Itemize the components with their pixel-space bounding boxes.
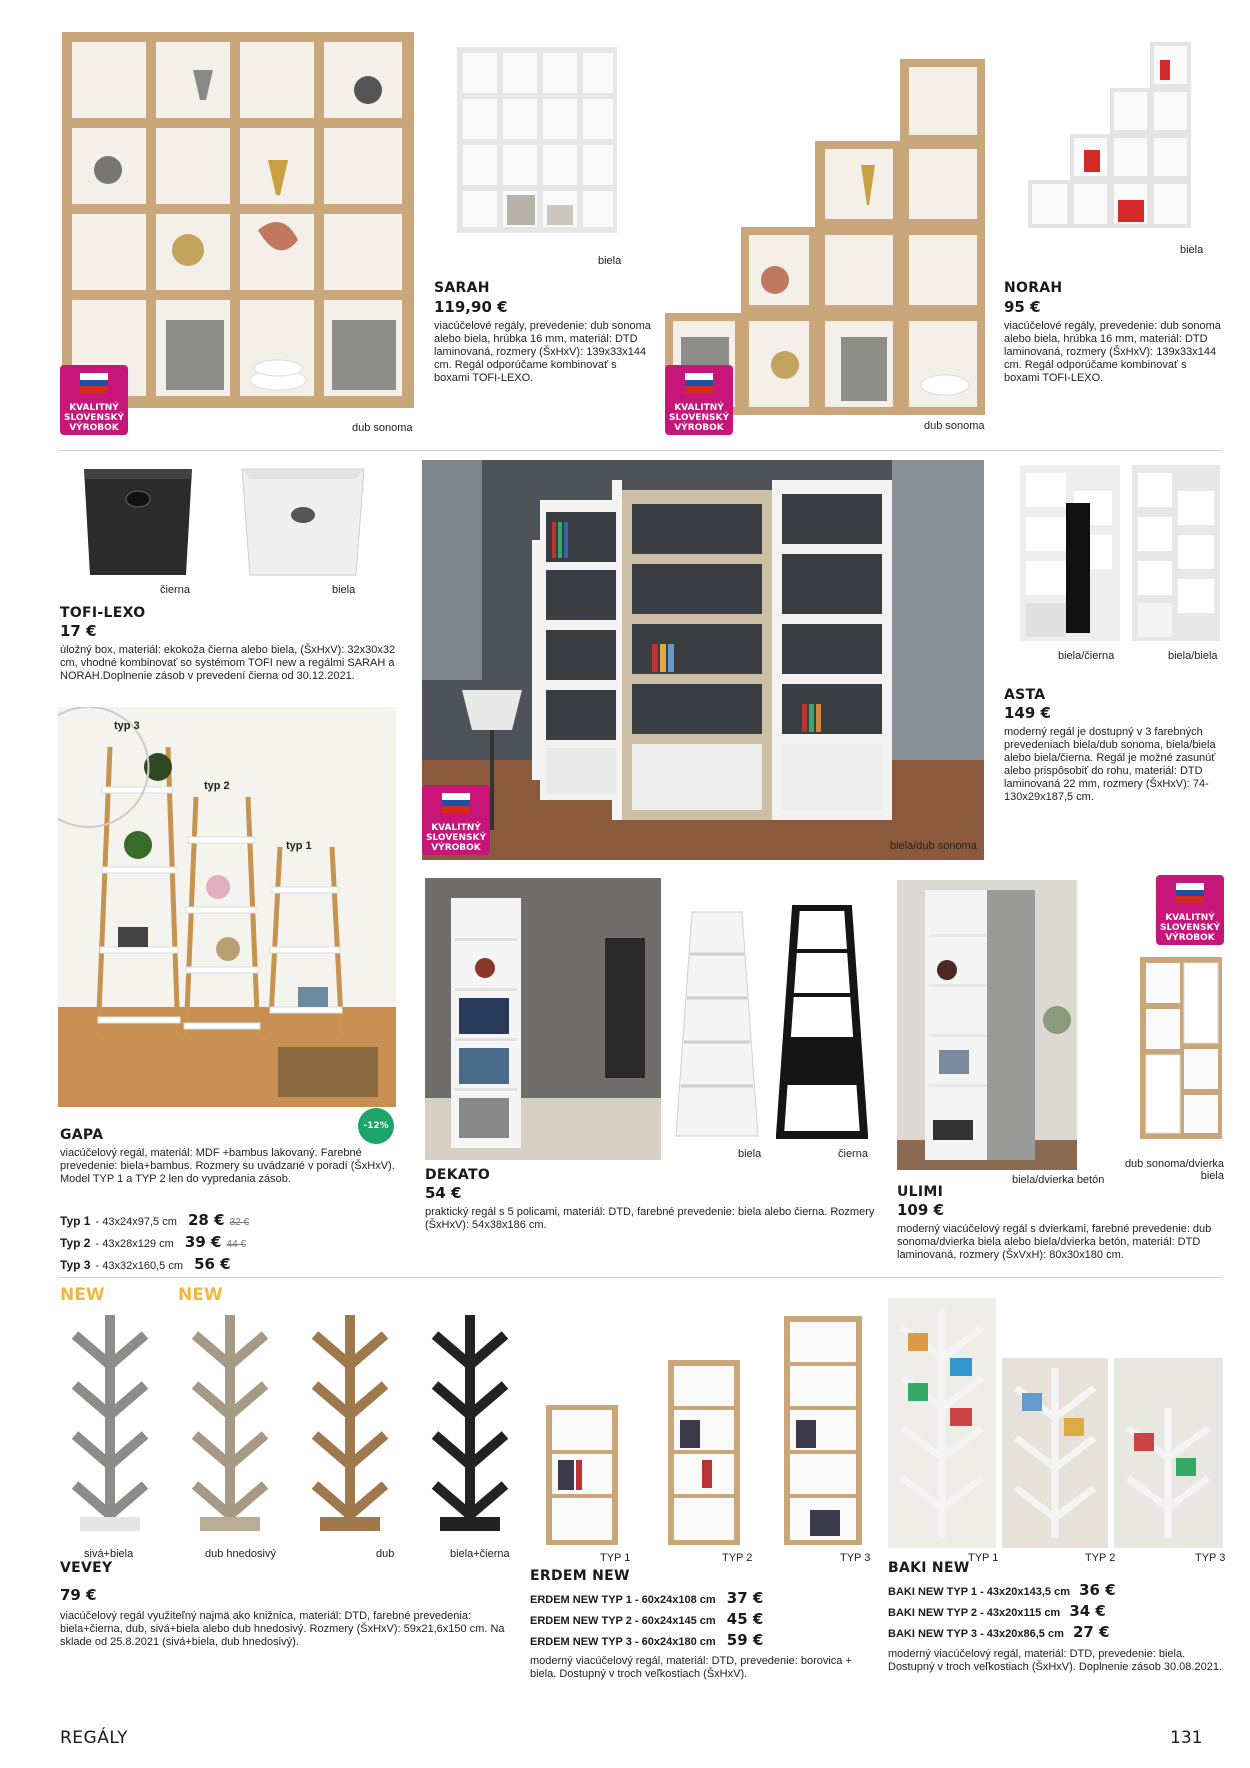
baki-type-price: 34 € — [1069, 1602, 1106, 1620]
norah-caption-oak: dub sonoma — [924, 420, 985, 432]
divider — [58, 450, 1222, 451]
tofi-description: úložný box, materiál: ekokoža čierna alebo biela, (ŠxHxV): 32x30x32 cm, vhodné kombinovať so systémom TOFI new a regálmi SARAH a NORAH.Doplnenie zásob v prevedení čierna od 30.12.2021. — [60, 644, 396, 682]
asta-name: ASTA — [1004, 687, 1046, 703]
badge-line3: VÝROBOK — [431, 843, 481, 853]
badge-line3: VÝROBOK — [674, 423, 724, 433]
baki-type-name: BAKI NEW TYP 1 - 43x20x143,5 cm — [888, 1586, 1070, 1598]
vevey-description: viacúčelový regál využiteľný najmä ako knižnica, materiál: DTD, farebné prevedenia: biela+čierna, dub, sivá+biela alebo dub hnedosivý. Rozmery (ŠxHxV): 59x21,6x150 cm. Na sklade od 25.8.2021 (sivá+biela, dub hnedosivý). — [60, 1610, 505, 1648]
dekato-caption-black: čierna — [838, 1148, 868, 1160]
badge-line1: KVALITNÝ — [69, 403, 119, 413]
baki-products-photo — [888, 1298, 1223, 1548]
slovak-flag-icon — [1176, 883, 1204, 903]
gapa-type-price: 39 € — [184, 1233, 222, 1251]
gapa-type-dims: - 43x24x97,5 cm — [95, 1216, 177, 1228]
vevey-price: 79 € — [60, 1586, 97, 1604]
dekato-shelf-room-illustration — [425, 878, 661, 1160]
vevey-new-tag-2: NEW — [178, 1285, 223, 1305]
ulimi-name: ULIMI — [897, 1184, 944, 1200]
erdem-caption-3: TYP 3 — [840, 1552, 871, 1564]
tofi-name: TOFI-LEXO — [60, 605, 146, 621]
norah-oak-stair-shelf-illustration — [665, 55, 985, 415]
badge-line2: SLOVENSKÝ — [1160, 923, 1220, 933]
erdem-type-name: ERDEM NEW TYP 3 - 60x24x180 cm — [530, 1636, 716, 1648]
asta-white-variant-photo — [1130, 463, 1222, 643]
black-box-illustration — [78, 465, 198, 580]
dekato-description: praktický regál s 5 policami, materiál: DTD, farebné prevedenie: biela alebo čierna. Rozmery (ŠxHxV): 54x38x186 cm. — [425, 1206, 875, 1231]
badge-line1: KVALITNÝ — [674, 403, 724, 413]
badge-line2: SLOVENSKÝ — [426, 833, 486, 843]
badge-line3: VÝROBOK — [69, 423, 119, 433]
tofi-price: 17 € — [60, 622, 97, 640]
baki-type-price: 27 € — [1072, 1623, 1110, 1641]
baki-type-price: 36 € — [1079, 1581, 1116, 1599]
erdem-type-list — [530, 1588, 870, 1651]
norah-white-stair-shelf-illustration — [1028, 40, 1193, 230]
tofi-caption-white: biela — [332, 584, 356, 596]
vevey-caption-4: biela+čierna — [450, 1548, 510, 1560]
sarah-description: viacúčelové regály, prevedenie: dub sonoma alebo biela, hrúbka 16 mm, materiál: DTD laminovaná, rozmery (ŠxHxV): 139x33x144 cm. Regál odporúčame kombinovať s boxami TOFI-LEXO. — [434, 320, 651, 384]
badge-line2: SLOVENSKÝ — [64, 413, 124, 423]
norah-oak-photo — [665, 55, 985, 415]
baki-description: moderný viacúčelový regál, materiál: DTD, prevedenie: biela. Dostupný v troch veľkostiach (ŠxHxV). Doplnenie zásob 30.08.2021. — [888, 1648, 1222, 1673]
baki-type-name: BAKI NEW TYP 3 - 43x20x86,5 cm — [888, 1628, 1064, 1640]
erdem-type-name: ERDEM NEW TYP 1 - 60x24x108 cm — [530, 1594, 716, 1606]
gapa-discount-badge: -12% — [358, 1108, 394, 1144]
badge-line2: SLOVENSKÝ — [669, 413, 729, 423]
baki-tree-shelves-illustration — [888, 1298, 1223, 1548]
quality-badge-sarah — [60, 365, 128, 435]
baki-type-row — [888, 1580, 1223, 1601]
erdem-type-price: 59 € — [726, 1631, 764, 1649]
erdem-type-price: 45 € — [726, 1610, 764, 1628]
vevey-tree-shelves-illustration — [60, 1305, 520, 1535]
gapa-name: GAPA — [60, 1127, 104, 1143]
erdem-type-row — [530, 1609, 870, 1630]
gapa-label-typ1: typ 1 — [286, 840, 312, 852]
asta-caption-main: biela/dub sonoma — [890, 840, 977, 852]
gapa-type-list — [60, 1210, 400, 1276]
dekato-room-photo — [425, 878, 661, 1160]
asta-black-variant-photo — [1018, 463, 1122, 643]
ulimi-shelf-room-illustration — [897, 880, 1077, 1170]
dekato-name: DEKATO — [425, 1167, 491, 1183]
quality-badge-asta — [422, 785, 490, 855]
erdem-products-photo — [540, 1310, 870, 1550]
sarah-oak-photo — [58, 30, 418, 415]
baki-type-list — [888, 1580, 1223, 1643]
dekato-price: 54 € — [425, 1184, 462, 1202]
sarah-caption-oak: dub sonoma — [352, 422, 413, 434]
divider — [58, 1277, 1222, 1278]
gapa-label-typ3: typ 3 — [114, 720, 140, 732]
erdem-type-price: 37 € — [726, 1589, 764, 1607]
gapa-type-row — [60, 1254, 400, 1276]
sarah-caption-white: biela — [598, 255, 622, 267]
gapa-type-price: 56 € — [194, 1255, 231, 1273]
asta-description: moderný regál je dostupný v 3 farebných prevedeniach biela/dub sonoma, biela/biela alebo biela/čierna. Regál je možné zasunúť alebo prispôsobiť do rohu, materiál: DTD laminovaná 22 mm, rozmery (ŠxHxV): 74-130x29x187,5 cm. — [1004, 726, 1216, 803]
gapa-description: viacúčelový regál, materiál: MDF +bambus lakovaný. Farebné prevedenie: biela+bambus. Rozmery su uvádzané v poradí (ŠxHxV). Model TYP 1 a TYP 2 len do vypredania zásob. — [60, 1147, 395, 1185]
gapa-type-name: Typ 2 — [60, 1236, 91, 1250]
white-box-illustration — [238, 465, 368, 580]
asta-corner-shelf-illustration — [422, 460, 984, 860]
page-number: 131 — [1170, 1728, 1203, 1748]
gapa-label-typ2: typ 2 — [204, 780, 230, 792]
erdem-type-row — [530, 1588, 870, 1609]
dekato-caption-white: biela — [738, 1148, 762, 1160]
gapa-type-dims: - 43x32x160,5 cm — [95, 1260, 183, 1272]
vevey-caption-1: sivá+biela — [84, 1548, 134, 1560]
baki-caption-2: TYP 2 — [1085, 1552, 1116, 1564]
erdem-caption-1: TYP 1 — [600, 1552, 631, 1564]
tofi-white-box-photo — [238, 465, 368, 580]
gapa-type-old-price: 44 € — [226, 1239, 247, 1250]
vevey-products-photo — [60, 1305, 520, 1535]
sarah-price: 119,90 € — [434, 298, 508, 316]
gapa-type-price: 28 € — [187, 1211, 225, 1229]
norah-price: 95 € — [1004, 298, 1041, 316]
dekato-white-shelf-illustration — [672, 910, 762, 1140]
norah-caption-white: biela — [1180, 244, 1204, 256]
erdem-name: ERDEM NEW — [530, 1568, 630, 1584]
baki-type-row — [888, 1601, 1223, 1622]
badge-line3: VÝROBOK — [1165, 933, 1215, 943]
section-title: REGÁLY — [60, 1728, 128, 1748]
gapa-type-row — [60, 1210, 400, 1232]
sarah-white-shelf-illustration — [455, 45, 620, 235]
slovak-flag-icon — [80, 373, 108, 393]
badge-line1: KVALITNÝ — [431, 823, 481, 833]
slovak-flag-icon — [685, 373, 713, 393]
baki-caption-1: TYP 1 — [968, 1552, 999, 1564]
baki-type-name: BAKI NEW TYP 2 - 43x20x115 cm — [888, 1607, 1061, 1619]
sarah-white-photo — [455, 45, 620, 235]
norah-name: NORAH — [1004, 280, 1063, 296]
sarah-oak-shelf-illustration — [58, 30, 418, 415]
gapa-room-photo — [58, 707, 396, 1107]
norah-white-photo — [1028, 40, 1193, 230]
dekato-black-shelf-illustration — [776, 905, 868, 1140]
dekato-white-photo — [672, 910, 762, 1140]
erdem-caption-2: TYP 2 — [722, 1552, 753, 1564]
ulimi-caption-main: biela/dvierka betón — [1012, 1174, 1105, 1186]
ulimi-price: 109 € — [897, 1201, 944, 1219]
asta-price: 149 € — [1004, 704, 1051, 722]
baki-caption-3: TYP 3 — [1195, 1552, 1226, 1564]
gapa-ladder-shelf-illustration — [58, 707, 396, 1107]
asta-white-white-illustration — [1130, 463, 1222, 643]
gapa-type-dims: - 43x28x129 cm — [95, 1238, 174, 1250]
ulimi-description: moderný viacúčelový regál s dvierkami, farebné prevedenie: dub sonoma/dvierka biela alebo biela/dvierka betón, materiál: DTD laminovaná, rozmery (ŠxVxH): 80x30x180 cm. — [897, 1223, 1212, 1261]
quality-badge-ulimi — [1156, 875, 1224, 945]
gapa-type-row — [60, 1232, 400, 1254]
asta-caption-black: biela/čierna — [1058, 650, 1115, 662]
erdem-type-name: ERDEM NEW TYP 2 - 60x24x145 cm — [530, 1615, 716, 1627]
vevey-caption-3: dub — [376, 1548, 395, 1560]
ulimi-room-photo — [897, 880, 1077, 1170]
vevey-name: VEVEY — [60, 1560, 113, 1576]
slovak-flag-icon — [442, 793, 470, 813]
tofi-black-box-photo — [78, 465, 198, 580]
erdem-type-row — [530, 1630, 870, 1651]
erdem-description: moderný viacúčelový regál, materiál: DTD, prevedenie: borovica + biela. Dostupný v troch veľkostiach (ŠxHxV). — [530, 1655, 852, 1680]
quality-badge-norah — [665, 365, 733, 435]
norah-description: viacúčelové regály, prevedenie: dub sonoma alebo biela, hrúbka 16 mm, materiál: DTD laminovaná, rozmery (ŠxHxV): 139x33x144 cm. Regál odporúčame kombinovať s boxami TOFI-LEXO. — [1004, 320, 1221, 384]
sarah-name: SARAH — [434, 280, 490, 296]
baki-type-row — [888, 1622, 1223, 1643]
gapa-type-name: Typ 3 — [60, 1258, 91, 1272]
baki-name: BAKI NEW — [888, 1560, 970, 1576]
erdem-shelves-illustration — [540, 1310, 870, 1550]
asta-caption-white: biela/biela — [1168, 650, 1218, 662]
tofi-caption-black: čierna — [160, 584, 190, 596]
dekato-black-photo — [776, 905, 868, 1140]
ulimi-oak-photo — [1138, 955, 1224, 1141]
gapa-type-name: Typ 1 — [60, 1214, 91, 1228]
asta-white-black-illustration — [1018, 463, 1122, 643]
gapa-type-old-price: 32 € — [229, 1217, 250, 1228]
ulimi-oak-shelf-illustration — [1138, 955, 1224, 1141]
vevey-new-tag-1: NEW — [60, 1285, 105, 1305]
ulimi-caption-alt: dub sonoma/dvierka biela — [1124, 1158, 1224, 1182]
asta-room-photo — [422, 460, 984, 860]
vevey-caption-2: dub hnedosivý — [205, 1548, 276, 1560]
badge-line1: KVALITNÝ — [1165, 913, 1215, 923]
